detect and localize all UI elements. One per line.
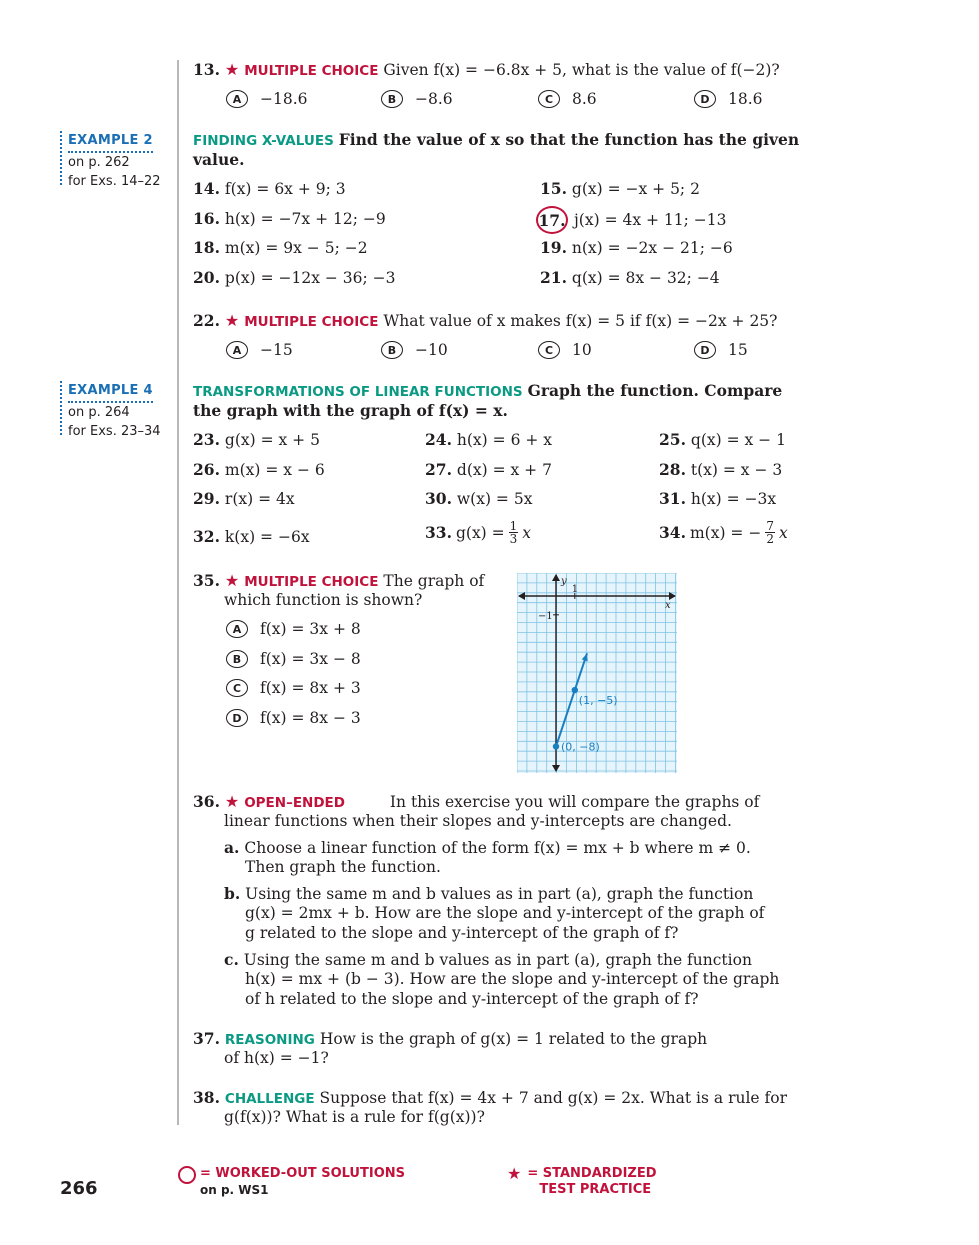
choice-c[interactable] bbox=[538, 341, 592, 359]
section-instruction-cont: value. bbox=[193, 150, 245, 169]
worked-out-legend bbox=[178, 1166, 405, 1198]
exercise-text: h(x) = 6 + x bbox=[456, 431, 553, 449]
exercise-text: q(x) = x − 1 bbox=[690, 431, 786, 449]
exercise-text: In this exercise you will compare the graphs of bbox=[389, 793, 760, 811]
choice-letter: D bbox=[694, 90, 716, 108]
choice-c[interactable] bbox=[226, 679, 361, 697]
exercise-38 bbox=[193, 1088, 787, 1107]
section-tag: TRANSFORMATIONS OF LINEAR FUNCTIONS bbox=[193, 384, 523, 400]
exercise-27 bbox=[425, 460, 552, 479]
exercise-20 bbox=[193, 268, 396, 287]
multiple-choice-tag: MULTIPLE CHOICE bbox=[244, 574, 379, 590]
example-2-note bbox=[60, 131, 161, 191]
part-c bbox=[224, 950, 752, 969]
exercise-number: 28. bbox=[659, 460, 686, 479]
exercise-text-cont: which function is shown? bbox=[224, 591, 423, 609]
choice-letter: A bbox=[226, 341, 248, 359]
transformations-heading bbox=[193, 381, 782, 400]
exercise-13 bbox=[193, 60, 780, 79]
standardized-legend bbox=[507, 1166, 657, 1198]
choice-letter: A bbox=[226, 90, 248, 108]
star-icon: ★ bbox=[224, 792, 240, 811]
exercise-18 bbox=[193, 238, 368, 257]
fraction bbox=[765, 520, 775, 545]
example-2-range: for Exs. 14–22 bbox=[68, 174, 161, 189]
exercise-text: h(x) = −3x bbox=[690, 490, 777, 508]
choice-value: −18.6 bbox=[260, 90, 308, 108]
fraction bbox=[509, 520, 519, 545]
legend-text-sub: TEST PRACTICE bbox=[539, 1182, 652, 1197]
exercise-number: 20. bbox=[193, 268, 220, 287]
point-label-1: (1, −5) bbox=[578, 694, 618, 708]
exercise-number: 21. bbox=[540, 268, 567, 287]
exercise-text-tail: x bbox=[522, 523, 532, 542]
finding-x-heading bbox=[193, 130, 799, 149]
exercise-text: m(x) = − bbox=[689, 523, 762, 542]
exercise-number: 25. bbox=[659, 430, 686, 449]
exercise-23 bbox=[193, 430, 320, 449]
dotted-bar bbox=[60, 131, 65, 185]
exercise-37 bbox=[193, 1029, 707, 1048]
part-b-cont-2: g related to the slope and y-intercept of the graph of f? bbox=[245, 924, 679, 942]
choice-d[interactable] bbox=[694, 90, 763, 108]
exercise-text: d(x) = x + 7 bbox=[456, 461, 552, 479]
section-instruction: Find the value of x so that the function has the given bbox=[338, 130, 800, 149]
exercise-number: 33. bbox=[425, 523, 452, 542]
exercise-text: k(x) = −6x bbox=[224, 528, 310, 546]
part-b-cont-1: g(x) = 2mx + b. How are the slope and y-intercept of the graph of bbox=[245, 904, 765, 922]
exercise-number: 38. bbox=[193, 1088, 220, 1107]
x-tick-label: 1 bbox=[571, 584, 579, 595]
exercise-28 bbox=[659, 460, 782, 479]
part-label: c. bbox=[224, 950, 239, 969]
exercise-31 bbox=[659, 489, 776, 508]
choice-value: 18.6 bbox=[728, 90, 763, 108]
section-instruction: Graph the function. Compare bbox=[527, 381, 783, 400]
exercise-16 bbox=[193, 209, 386, 228]
open-ended-tag: OPEN–ENDED bbox=[244, 795, 345, 811]
example-2-title: EXAMPLE 2 bbox=[68, 131, 153, 153]
choice-b[interactable] bbox=[381, 90, 453, 108]
choice-letter: D bbox=[694, 341, 716, 359]
exercise-text: g(x) = bbox=[455, 523, 505, 542]
part-a bbox=[224, 838, 751, 857]
dotted-bar bbox=[60, 381, 65, 435]
exercise-25 bbox=[659, 430, 786, 449]
part-c-cont-2: of h related to the slope and y-intercept of the graph of f? bbox=[245, 990, 699, 1008]
choice-value: −10 bbox=[415, 341, 448, 359]
star-icon: ★ bbox=[507, 1164, 522, 1183]
exercise-21 bbox=[540, 268, 720, 287]
choice-letter: B bbox=[381, 341, 403, 359]
denominator: 2 bbox=[766, 532, 774, 546]
legend-text: = WORKED-OUT SOLUTIONS bbox=[200, 1166, 405, 1181]
exercise-33 bbox=[425, 520, 531, 545]
exercise-text: h(x) = −7x + 12; −9 bbox=[224, 210, 386, 228]
choice-b[interactable] bbox=[381, 341, 448, 359]
part-text: Using the same m and b values as in part (a), graph the function bbox=[245, 885, 754, 903]
choice-letter: D bbox=[226, 709, 248, 727]
exercise-30 bbox=[425, 489, 532, 508]
part-text: Choose a linear function of the form f(x) = mx + b where m ≠ 0. bbox=[244, 839, 751, 857]
choice-value: 15 bbox=[728, 341, 748, 359]
exercise-number: 31. bbox=[659, 489, 686, 508]
exercise-text: Given f(x) = −6.8x + 5, what is the value of f(−2)? bbox=[383, 61, 780, 79]
y-axis-label: y bbox=[561, 576, 567, 587]
exercise-36 bbox=[193, 792, 759, 811]
legend-text: = STANDARDIZED bbox=[527, 1166, 657, 1181]
graph-svg bbox=[517, 573, 677, 773]
multiple-choice-tag: MULTIPLE CHOICE bbox=[244, 63, 379, 79]
exercise-text: How is the graph of g(x) = 1 related to the graph bbox=[319, 1030, 708, 1048]
multiple-choice-tag: MULTIPLE CHOICE bbox=[244, 314, 379, 330]
exercise-number: 19. bbox=[540, 238, 567, 257]
choice-value: f(x) = 3x − 8 bbox=[260, 650, 361, 668]
exercise-24 bbox=[425, 430, 552, 449]
numerator: 7 bbox=[766, 519, 774, 533]
part-b bbox=[224, 884, 753, 903]
choice-value: f(x) = 8x + 3 bbox=[260, 679, 361, 697]
choice-b[interactable] bbox=[226, 650, 361, 668]
exercise-17 bbox=[540, 206, 727, 234]
exercise-number: 24. bbox=[425, 430, 452, 449]
exercise-35 bbox=[193, 571, 484, 590]
choice-value: 10 bbox=[572, 341, 592, 359]
choice-c[interactable] bbox=[538, 90, 597, 108]
choice-letter: A bbox=[226, 620, 248, 638]
exercise-text: What value of x makes f(x) = 5 if f(x) = −2x + 25? bbox=[383, 312, 778, 330]
exercise-text: p(x) = −12x − 36; −3 bbox=[224, 269, 396, 287]
exercise-text: t(x) = x − 3 bbox=[690, 461, 783, 479]
exercise-number: 36. bbox=[193, 792, 220, 811]
point-2 bbox=[553, 743, 559, 749]
star-icon: ★ bbox=[224, 571, 240, 590]
exercise-number: 15. bbox=[540, 179, 567, 198]
exercise-text-cont: of h(x) = −1? bbox=[224, 1049, 329, 1067]
choice-value: −15 bbox=[260, 341, 293, 359]
section-instruction-cont: the graph with the graph of f(x) = x. bbox=[193, 401, 508, 420]
example-4-page: on p. 264 bbox=[68, 405, 130, 420]
legend-text-sub: on p. WS1 bbox=[200, 1183, 269, 1197]
exercise-number: 34. bbox=[659, 523, 686, 542]
exercise-number: 23. bbox=[193, 430, 220, 449]
exercise-number: 26. bbox=[193, 460, 220, 479]
exercise-26 bbox=[193, 460, 325, 479]
choice-value: f(x) = 3x + 8 bbox=[260, 620, 361, 638]
exercise-text-tail: x bbox=[778, 523, 788, 542]
exercise-number: 22. bbox=[193, 311, 220, 330]
worked-out-circle-icon bbox=[178, 1166, 196, 1184]
star-icon: ★ bbox=[224, 60, 240, 79]
coordinate-graph bbox=[517, 573, 677, 773]
choice-letter: C bbox=[226, 679, 248, 697]
exercise-text: g(x) = x + 5 bbox=[224, 431, 320, 449]
point-1 bbox=[572, 687, 578, 693]
part-text: Using the same m and b values as in part (a), graph the function bbox=[243, 951, 752, 969]
part-c-cont-1: h(x) = mx + (b − 3). How are the slope and y-intercept of the graph bbox=[245, 970, 780, 988]
exercise-number: 16. bbox=[193, 209, 220, 228]
denominator: 3 bbox=[509, 532, 518, 546]
x-axis-label: x bbox=[665, 600, 671, 611]
choice-value: f(x) = 8x − 3 bbox=[260, 709, 361, 727]
exercise-text: q(x) = 8x − 32; −4 bbox=[571, 269, 720, 287]
example-4-title: EXAMPLE 4 bbox=[68, 381, 153, 403]
margin-rule bbox=[177, 60, 179, 1125]
exercise-32 bbox=[193, 527, 310, 546]
exercise-number: 37. bbox=[193, 1029, 220, 1048]
exercise-number: 35. bbox=[193, 571, 220, 590]
exercise-number: 32. bbox=[193, 527, 220, 546]
exercise-text: w(x) = 5x bbox=[456, 490, 533, 508]
exercise-text-cont: linear functions when their slopes and y-intercepts are changed. bbox=[224, 812, 732, 830]
exercise-19 bbox=[540, 238, 733, 257]
exercise-text: f(x) = 6x + 9; 3 bbox=[224, 180, 346, 198]
part-label: a. bbox=[224, 838, 240, 857]
exercise-number: 14. bbox=[193, 179, 220, 198]
page-number: 266 bbox=[60, 1178, 98, 1199]
reasoning-tag: REASONING bbox=[224, 1032, 315, 1048]
example-4-range: for Exs. 23–34 bbox=[68, 424, 161, 439]
choice-a[interactable] bbox=[226, 620, 361, 638]
star-icon: ★ bbox=[224, 311, 240, 330]
choice-d[interactable] bbox=[226, 709, 361, 727]
exercise-text: j(x) = 4x + 11; −13 bbox=[574, 211, 727, 229]
numerator: 1 bbox=[509, 519, 518, 533]
choice-a[interactable] bbox=[226, 90, 308, 108]
part-label: b. bbox=[224, 884, 241, 903]
exercise-number: 13. bbox=[193, 60, 220, 79]
exercise-number: 30. bbox=[425, 489, 452, 508]
exercise-29 bbox=[193, 489, 295, 508]
exercise-text: m(x) = 9x − 5; −2 bbox=[224, 239, 368, 257]
exercise-text: r(x) = 4x bbox=[224, 490, 295, 508]
point-label-2: (0, −8) bbox=[561, 740, 600, 754]
example-4-note bbox=[60, 381, 161, 441]
choice-value: −8.6 bbox=[415, 90, 453, 108]
choice-letter: B bbox=[381, 90, 403, 108]
part-a-cont: Then graph the function. bbox=[245, 858, 441, 876]
exercise-text: g(x) = −x + 5; 2 bbox=[571, 180, 700, 198]
exercise-number: 18. bbox=[193, 238, 220, 257]
section-tag: FINDING X-VALUES bbox=[193, 133, 334, 149]
exercise-text-cont: g(f(x))? What is a rule for f(g(x))? bbox=[224, 1108, 485, 1126]
exercise-text: n(x) = −2x − 21; −6 bbox=[571, 239, 733, 257]
exercise-text: m(x) = x − 6 bbox=[224, 461, 325, 479]
exercise-number: 29. bbox=[193, 489, 220, 508]
exercise-15 bbox=[540, 179, 700, 198]
exercise-22 bbox=[193, 311, 777, 330]
exercise-text: Suppose that f(x) = 4x + 7 and g(x) = 2x. What is a rule for bbox=[319, 1089, 787, 1107]
example-2-page: on p. 262 bbox=[68, 155, 130, 170]
choice-letter: B bbox=[226, 650, 248, 668]
exercise-number: 27. bbox=[425, 460, 452, 479]
exercise-14 bbox=[193, 179, 346, 198]
choice-value: 8.6 bbox=[572, 90, 597, 108]
choice-a[interactable] bbox=[226, 341, 293, 359]
exercise-number: 17. bbox=[538, 210, 566, 230]
worked-out-circle-icon bbox=[536, 206, 568, 234]
exercise-text: The graph of bbox=[383, 572, 485, 590]
y-tick-label: −1 bbox=[538, 610, 553, 622]
exercise-34 bbox=[659, 520, 788, 545]
choice-d[interactable] bbox=[694, 341, 748, 359]
choice-letter: C bbox=[538, 90, 560, 108]
challenge-tag: CHALLENGE bbox=[224, 1091, 315, 1107]
choice-letter: C bbox=[538, 341, 560, 359]
